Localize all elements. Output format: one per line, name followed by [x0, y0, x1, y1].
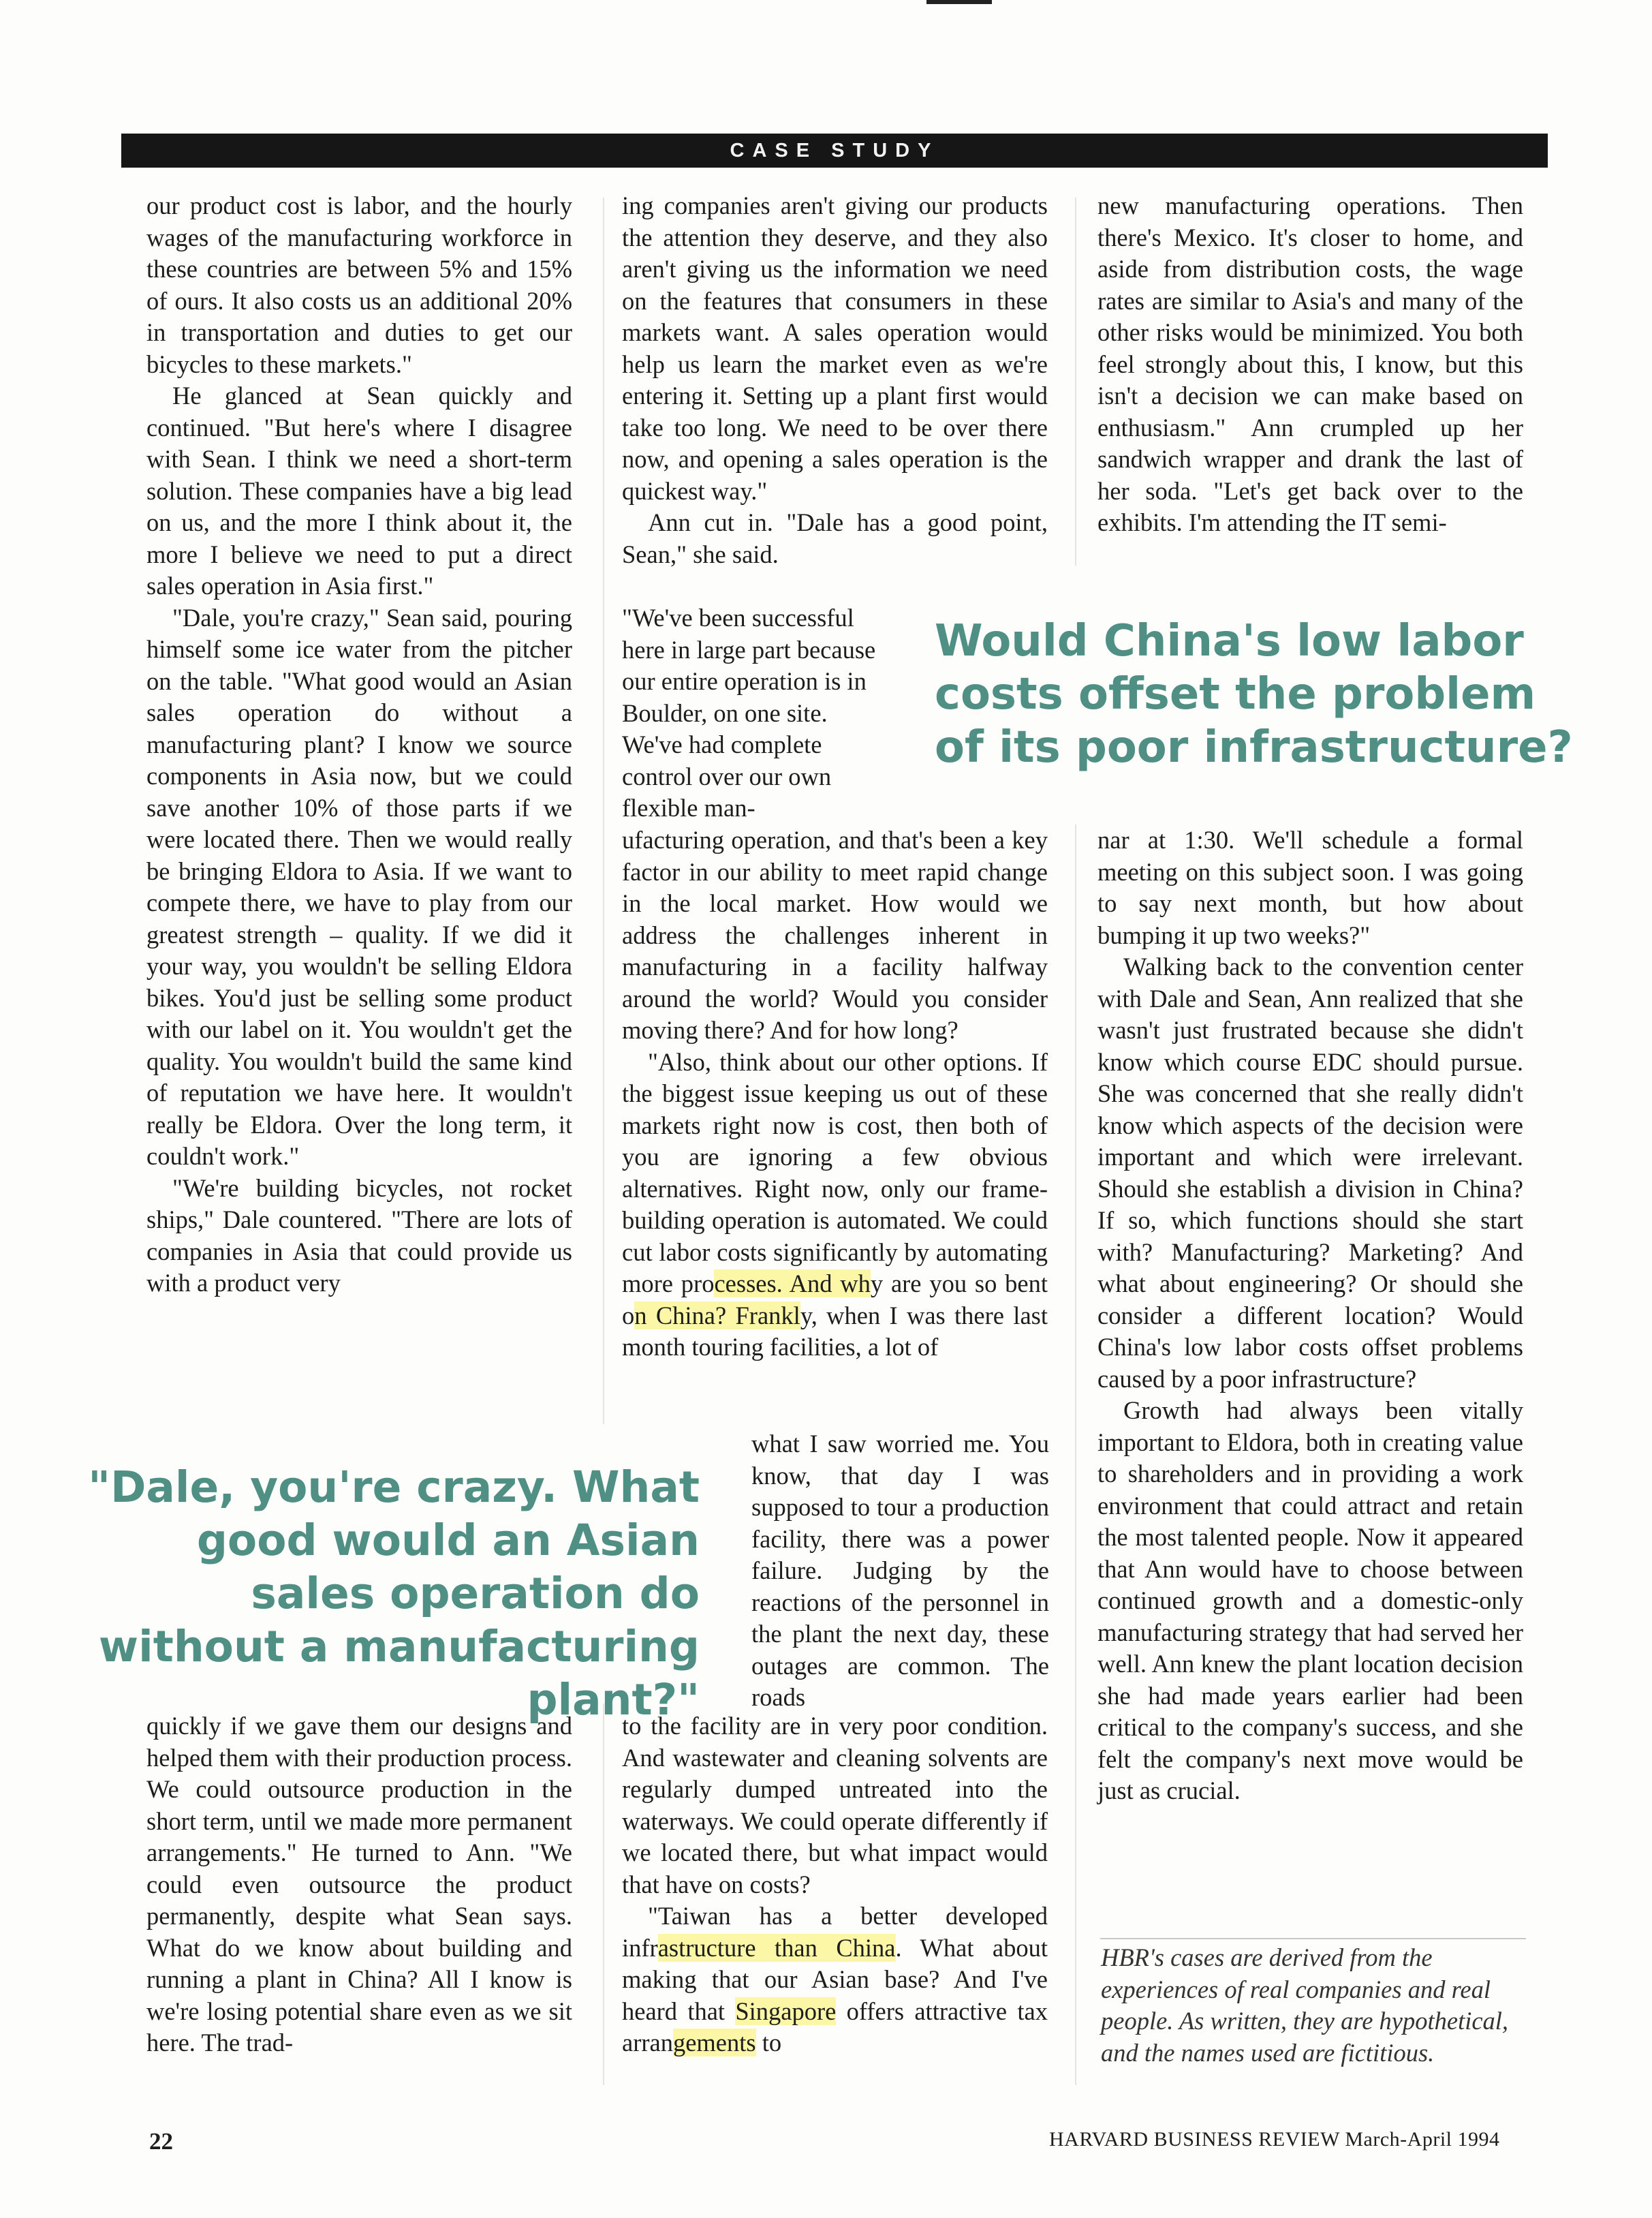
column-1-bottom [146, 1710, 572, 2059]
highlighted-text: gements [672, 2029, 756, 2057]
column-2-narrow-2 [751, 1428, 1049, 1714]
highlighted-text: astructure than China [657, 1933, 896, 1962]
text-run: "Taiwan has a better developed infr [622, 1902, 1048, 1962]
paragraph: nar at 1:30. We'll schedule a formal meeting on this subject soon. I was going to say next month, but how about bumping it up two weeks?" [1097, 826, 1523, 949]
text-run: offers attractive tax arran [622, 1997, 1048, 2057]
highlighted-text: n China? Frankl [634, 1301, 800, 1329]
paragraph: new manufacturing operations. Then there's Mexico. It's closer to home, and aside from distribution costs, the wage rates are similar to Asia's and many of the other risks would be minimized. You both feel strongly about this, I know, but this isn't a decision we can make based on enthusiasm." Ann crumpled up her sandwich wrapper and drank the last of her soda. "Let's get back over to the exhibits. I'm attending the IT semi- [1097, 191, 1523, 536]
section-label: CASE STUDY [730, 140, 939, 161]
text-run: "Also, think about our other options. If the biggest issue keeping us out of these markets right now is cost, then both of you are ignoring a few obvious alternatives. Right now, only our frame-building operation is automated. We could cut labor costs significantly by automating more pro [622, 1047, 1048, 1297]
paragraph: our product cost is labor, and the hourly wages of the manufacturing workforce in these countries are between 5% and 15% of ours. It also costs us an additional 20% in transportation and duties to get our bicycles to these markets." [146, 191, 572, 378]
text-run: to [755, 2029, 782, 2057]
column-2-narrow [622, 602, 889, 825]
paragraph [622, 1900, 1048, 2059]
paragraph: He glanced at Sean quickly and continued. "But here's where I disagree with Sean. I think we need a short-term solution. These companies have a big lead on us, and the more I think about it, the more I believe we need to put a direct sales operation in Asia first." [146, 382, 572, 600]
column-2-mid [622, 825, 1048, 1364]
note-divider [1100, 1938, 1526, 1939]
paragraph: Ann cut in. "Dale has a good point, Sean," she said. [622, 508, 1048, 568]
paragraph [622, 1047, 1048, 1364]
paragraph: Growth had always been vitally important to Eldora, both in creating value to shareholders and in providing a work environment that could attract and retain the most talented people. Now it appeared that Ann would have to choose between continued growth and a domestic-only manufacturing strategy that had served her well. Ann knew the plant location decision she had made years earlier had been critical to the company's success, and she felt the company's next move would be just as crucial. [1097, 1396, 1523, 1804]
text-run: y are you so bent o [622, 1269, 1048, 1329]
page-number: 22 [149, 2128, 173, 2155]
column-divider [1075, 198, 1076, 566]
publication-line: HARVARD BUSINESS REVIEW March-April 1994 [1049, 2128, 1500, 2151]
column-3-top [1097, 190, 1523, 539]
section-banner [121, 134, 1548, 168]
pull-quote-dale: "Dale, you're crazy. What good would an Asian sales operation do without a manufacturing plant?" [88, 1462, 700, 1725]
pull-quote-china: Would China's low labor costs offset the problem of its poor infrastructure? [935, 616, 1573, 773]
paragraph: what I saw worried me. You know, that day I was supposed to tour a production facility, there was a power failure. Judging by the reactions of the personnel in the plant the next day, these outages are common. The roads [751, 1430, 1049, 1711]
column-3-bottom [1097, 825, 1523, 1807]
paragraph: quickly if we gave them our designs and helped them with their production process. We could outsource production in the short term, until we made more permanent arrangements." He turned to Ann. "We could even outsource the product permanently, despite what Sean says. What do we know about building and running a plant in China? All I know is we're losing potential share even as we sit here. The trad- [146, 1712, 572, 2057]
column-divider [603, 198, 604, 1424]
scan-mark [926, 0, 992, 4]
column-2-bottom [622, 1710, 1048, 2059]
paragraph: to the facility are in very poor condition. And wastewater and cleaning solvents are regularly dumped untreated into the waterways. We could operate differently if we located there, but what impact would that have on costs? [622, 1712, 1048, 1898]
highlighted-text: cesses. And wh [714, 1269, 871, 1297]
text-run: y, when I was there last month touring facilities, a lot of [622, 1301, 1048, 1361]
paragraph: "Dale, you're crazy," Sean said, pouring himself some ice water from the pitcher on the table. "What good would an Asian sales operation do without a manufacturing plant? I know we source components in Asia now, but we could save another 10% of those parts if we were located there. Then we would really be bringing Eldora to Asia. If we want to compete there, we have to play from our greatest strength – quality. If we did it your way, you wouldn't be selling Eldora bikes. You'd just be selling some product with our label on it. You wouldn't get the quality. You wouldn't build the same kind of reputation we have here. It wouldn't really be Eldora. Over the long term, it couldn't work." [146, 603, 572, 1170]
column-divider [603, 1704, 604, 2085]
paragraph: ing companies aren't giving our products the attention they deserve, and they also aren't giving us the information we need on the features that consumers in these markets want. A sales operation would help us learn the market even as we're entering it. Setting up a plant first would take too long. We need to be over there now, and opening a sales operation is the quickest way." [622, 191, 1048, 505]
column-1-top [146, 190, 572, 1299]
column-2-top [622, 190, 1048, 570]
paragraph: "We're building bicycles, not rocket ships," Dale countered. "There are lots of companies in Asia that could provide us with a product very [146, 1173, 572, 1297]
disclaimer-note: HBR's cases are derived from the experiences of real companies and real people. As written, they are hypothetical, and the names used are fictitious. [1101, 1943, 1509, 2067]
text-run: . What about making that our Asian base? And I've heard that [622, 1933, 1048, 2025]
column-divider [1075, 825, 1076, 2085]
paragraph: "We've been successful here in large part because our entire operation is in Boulder, on one site. We've had complete control over our own flexible man- [622, 604, 876, 822]
highlighted-text: Singapore [735, 1997, 837, 2025]
paragraph: ufacturing operation, and that's been a key factor in our ability to meet rapid change in the local market. How would we address the challenges inherent in manufacturing in a facility halfway around the world? Would you consider moving there? And for how long? [622, 826, 1048, 1044]
paragraph: Walking back to the convention center with Dale and Sean, Ann realized that she wasn't just frustrated because she didn't know which course EDC should pursue. She was concerned that she really didn't know which aspects of the decision were important and which were irrelevant. Should she establish a division in China? If so, which functions should she start with? Manufacturing? Marketing? And what about engineering? Or should she consider a different location? Would China's low labor costs offset problems caused by a poor infrastructure? [1097, 953, 1523, 1393]
